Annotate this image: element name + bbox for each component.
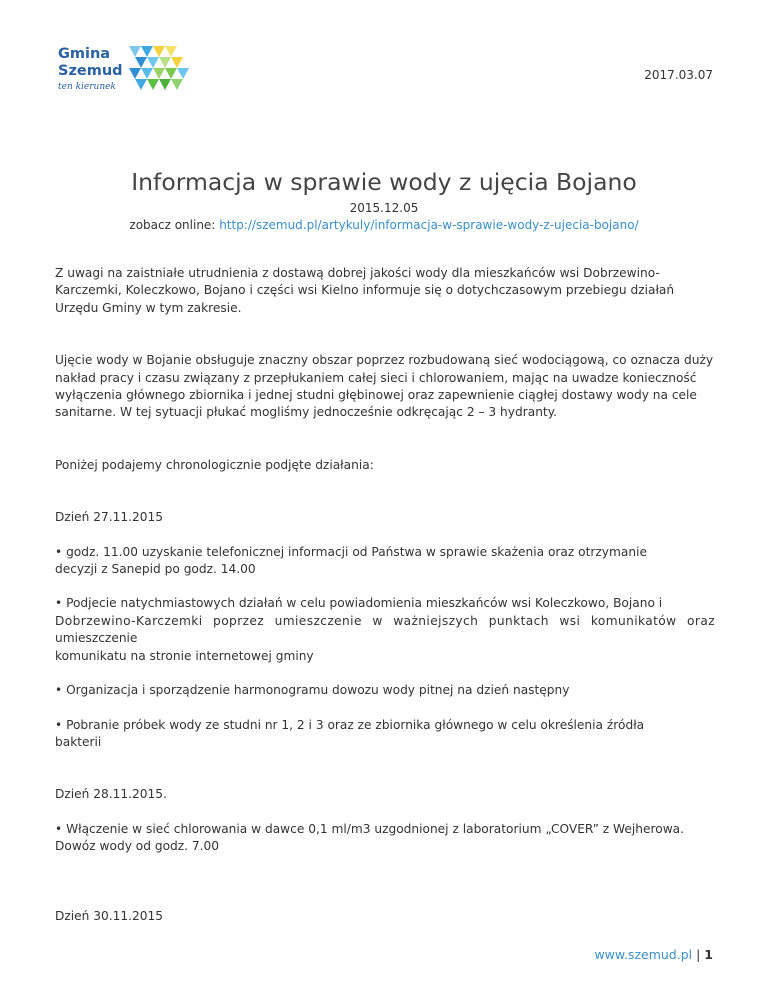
bullet-item-5-line-1: • Włączenie w sieć chlorowania w dawce 0,1 ml/m3 uzgodnionej z laboratorium „COVER” z Wejherowa. [55,821,685,836]
footer-separator: | [692,947,705,962]
bullet-item-5-line-2: Dowóz wody od godz. 7.00 [55,839,220,854]
bullet-item-2-line-4: komunikatu na stronie internetowej gminy [55,648,314,663]
bullet-item-4 [55,717,715,752]
logo-wordmark [58,46,123,80]
document-date: 2017.03.07 [644,68,713,82]
bullet-item-1-line-2: decyzji z Sanepid po godz. 14.00 [55,562,256,577]
logo-tagline: ten kierunek [58,82,116,92]
online-label: zobacz online: [129,218,220,232]
logo-line-1: Gmina [58,46,111,62]
publication-date: 2015.12.05 [349,201,419,215]
article-body [55,265,715,925]
bullet-item-1 [55,544,715,579]
day-heading-3: Dzień 30.11.2015 [55,908,164,923]
bullet-item-4-line-1: • Pobranie próbek wody ze studni nr 1, 2 i 3 oraz ze zbiornika głównego w celu określenia źródła [55,717,645,732]
bullet-item-2-line-2: Dobrzewino-Karczemki poprzez umieszczenie w ważniejszych punktach wsi komunikatów oraz [55,613,715,628]
page-footer [594,947,713,962]
day-heading-1: Dzień 27.11.2015 [55,510,164,525]
day-heading-2: Dzień 28.11.2015. [55,787,167,802]
online-link-line [0,218,768,232]
bullet-item-5 [55,821,715,856]
bullet-item-2-line-1: • Podjecie natychmiastowych działań w celu powiadomienia mieszkańców wsi Koleczkowo, Bojano i [55,596,663,611]
bullet-item-2 [55,595,715,665]
logo [58,46,188,102]
logo-line-2: Szemud [58,63,123,79]
paragraph-chronology: Poniżej podajemy chronologicznie podjęte działania: [55,457,374,472]
page-number: 1 [704,947,713,962]
paragraph-intro: Z uwagi na zaistniałe utrudnienia z dostawą dobrej jakości wody dla mieszkańców wsi Dobrzewino-Karczemki, Koleczkowo, Bojano i części wsi Kielno informuje się o dotychczasowym przebiegu działań Urzędu Gminy w tym zakresie. [55,266,675,315]
bullet-item-1-line-1: • godz. 11.00 uzyskanie telefonicznej informacji od Państwa w sprawie skażenia oraz otrzymanie [55,544,647,559]
logo-triangles-icon [129,46,189,100]
footer-site-link[interactable]: www.szemud.pl [594,947,693,962]
bullet-item-2-line-3: umieszczenie [55,631,138,646]
page-title: Informacja w sprawie wody z ujęcia Bojano [131,168,637,196]
bullet-item-3: • Organizacja i sporządzenie harmonogramu dowozu wody pitnej na dzień następny [55,683,570,698]
online-url-link[interactable]: http://szemud.pl/artykuly/informacja-w-sprawie-wody-z-ujecia-bojano/ [219,218,639,232]
paragraph-context: Ujęcie wody w Bojanie obsługuje znaczny obszar poprzez rozbudowaną sieć wodociągową, co oznacza duży nakład pracy i czasu związany z przepłukaniem całej sieci i chlorowaniem, mając na uwadze konieczność wyłączenia głównego zbiornika i jednej studni głębinowej oraz zapewnienie ciągłej dostawy wody na cele sanitarne. W tej sytuacji płukać mogliśmy jednocześnie odkręcając 2 – 3 hydranty. [55,353,714,420]
bullet-item-4-line-2: bakterii [55,734,102,749]
